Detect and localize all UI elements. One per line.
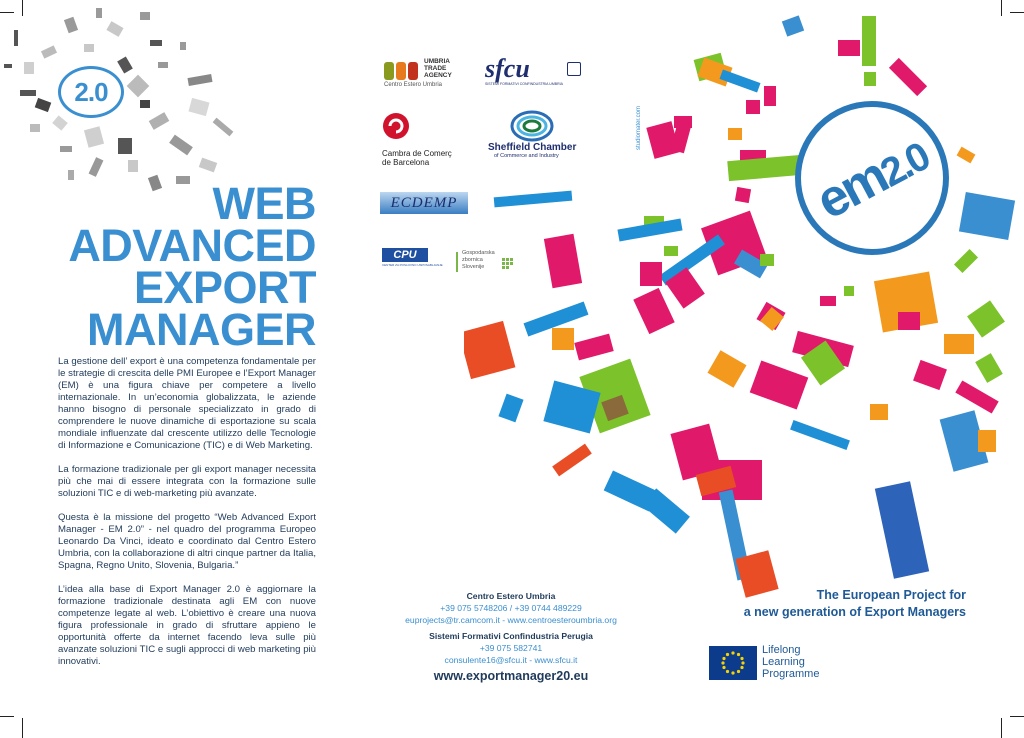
version-badge: 2.0	[58, 66, 124, 118]
right-panel	[682, 0, 1024, 738]
em20-wordmark	[807, 124, 937, 231]
logo-subtitle: of Commerce and Industry	[494, 153, 559, 159]
barcelona-icon	[382, 112, 410, 140]
title-line: EXPORT	[133, 262, 316, 313]
paragraph: La formazione tradizionale per gli export manager necessita più che mai di essere integrata con la formazione sulle soluzioni TIC e di web-marketing più avanzate.	[58, 464, 316, 499]
logo-version: 2.0	[873, 134, 936, 196]
ecdemp-logo	[380, 192, 468, 214]
left-panel	[0, 0, 340, 738]
llp-line: Learning	[762, 656, 805, 668]
logo-text: CPU	[382, 248, 428, 262]
logo-text: Cambra de Comerç	[382, 149, 452, 158]
contact-org: Centro Estero Umbria	[466, 591, 556, 601]
tagline-line: The European Project for	[816, 588, 966, 602]
cpu-logo	[382, 248, 466, 272]
contact-phone: +39 075 582741	[479, 643, 543, 653]
eu-flag-icon	[709, 646, 757, 680]
paragraph: Questa è la missione del progetto “Web Advanced Export Manager - EM 2.0” - nel quadro del programma Europeo Leonardo Da Vinci, ideato e coordinato dal Centro Estero Umbria, con la collaborazione di altri cinque partner da Italia, Spagna, Regno Unito, Slovenia, Bulgaria.”	[58, 512, 316, 571]
tagline-line: a new generation of Export Managers	[743, 605, 966, 619]
logo-subtitle: Centro Estero Umbria	[384, 82, 443, 88]
tagline	[744, 587, 966, 621]
llp-line: Lifelong	[762, 644, 801, 656]
title-line: WEB	[212, 178, 316, 229]
logo-text: ECDEMP	[390, 194, 458, 211]
contact-block	[380, 590, 642, 666]
contact-email-web[interactable]: consulente16@sfcu.it - www.sfcu.it	[444, 655, 578, 665]
logo-text: em	[807, 147, 896, 231]
title-line: ADVANCED	[68, 220, 316, 271]
gray-burst-graphic	[0, 0, 340, 200]
contact-phone: +39 075 5748206 / +39 0744 489229	[440, 603, 582, 613]
logo-text: de Barcelona	[382, 158, 430, 167]
paragraph: L’idea alla base di Export Manager 2.0 è aggiornare la formazione tradizionale destinata agli EM con nuove competenze legate al web. L’obiettivo è creare una nuova figura professionale in grado di sfruttare appieno le opportunità offerte da internet facendo leva sulle più avanzate soluzioni TIC e sugli approcci di web marketing più innovativi.	[58, 584, 316, 667]
logo-text: sfcu	[485, 54, 530, 83]
logo-text: Slovenije	[462, 264, 485, 270]
llp-line: Programme	[762, 668, 820, 680]
logo-text: TRADE	[424, 65, 447, 72]
uta-icon	[384, 60, 420, 84]
body-text	[58, 356, 316, 680]
logo-subtitle: SISTEMI FORMATIVI CONFINDUSTRIA UMBRIA	[485, 82, 563, 86]
logo-text: Gospodarska	[462, 250, 495, 256]
contact-email-web[interactable]: euprojects@tr.camcom.it - www.centroesteroumbria.org	[405, 615, 617, 625]
logo-subtitle: CENTER ZA POSLOVNO USPOSABLJANJE	[382, 263, 443, 267]
page-title	[68, 178, 316, 355]
logo-text: AGENCY	[424, 72, 452, 79]
logo-text: zbornica	[462, 257, 483, 263]
title-line: MANAGER	[87, 304, 316, 355]
paragraph: La gestione dell’ export è una competenza fondamentale per le strategie di crescita delle PMI Europee e l’Export Manager (EM) è una figura chiave per competere a livello internazionale. In un’economia globalizzata, le aziende hanno bisogno di personale specializzato in grado di comprendere le nuove dinamiche di esportazione su scala mondiale influenzate dal crescente utilizzo delle Tecnologie di Informazione e Comunicazione (TIC) e di Web Marketing.	[58, 356, 316, 451]
contact-org: Sistemi Formativi Confindustria Perugia	[429, 631, 593, 641]
logo-text: UMBRIA	[424, 58, 450, 65]
lifelong-learning-programme	[762, 644, 819, 680]
designer-credit: studiomater.com	[636, 105, 642, 150]
logo-text: Sheffield Chamber	[488, 142, 577, 153]
website-link[interactable]: www.exportmanager20.eu	[433, 669, 589, 683]
em20-logo	[795, 101, 949, 255]
